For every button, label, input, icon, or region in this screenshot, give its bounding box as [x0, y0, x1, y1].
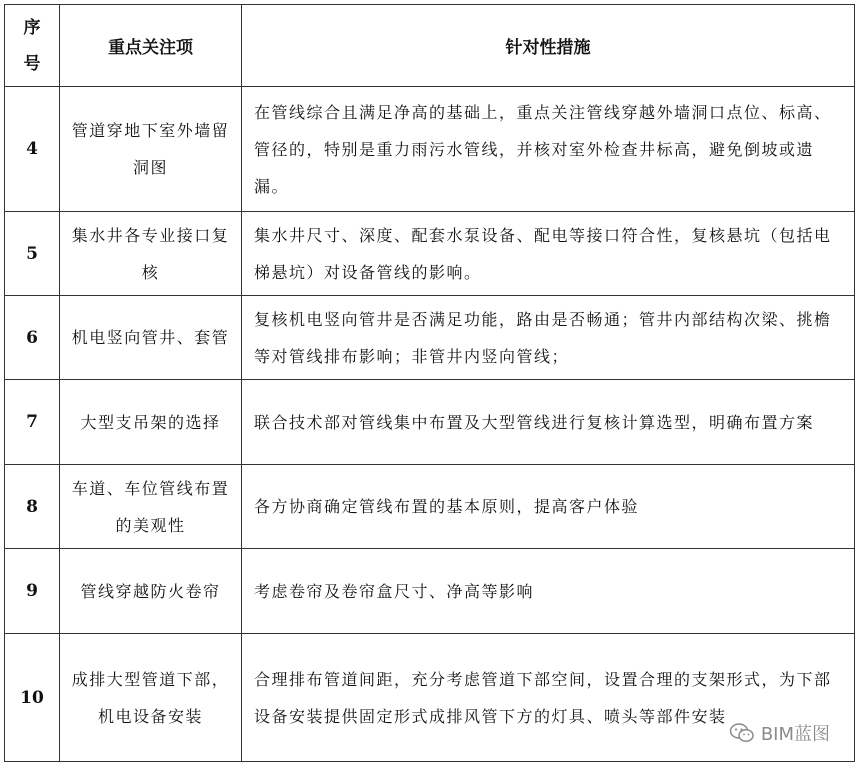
row-measure: 合理排布管道间距，充分考虑管道下部空间，设置合理的支架形式，为下部设备安装提供固定形式成排风管下方的灯具、喷头等部件安装	[242, 634, 855, 762]
row-no: 5	[5, 212, 60, 296]
table-row	[5, 465, 855, 549]
row-focus: 车道、车位管线布置的美观性	[60, 465, 242, 549]
header-row	[5, 5, 855, 87]
measures-table	[4, 4, 855, 762]
header-no-line2: 号	[23, 53, 41, 74]
header-no	[5, 5, 60, 87]
row-no: 6	[5, 296, 60, 380]
row-focus: 大型支吊架的选择	[60, 380, 242, 465]
row-no: 8	[5, 465, 60, 549]
watermark-text: BIM蓝图	[760, 724, 830, 745]
table-row	[5, 212, 855, 296]
row-measure: 考虑卷帘及卷帘盒尺寸、净高等影响	[242, 549, 855, 634]
row-no: 4	[5, 87, 60, 212]
wechat-icon	[729, 722, 755, 744]
row-measure: 集水井尺寸、深度、配套水泵设备、配电等接口符合性，复核悬坑（包括电梯悬坑）对设备管线的影响。	[242, 212, 855, 296]
row-no: 9	[5, 549, 60, 634]
row-no: 10	[5, 634, 60, 762]
row-measure: 各方协商确定管线布置的基本原则，提高客户体验	[242, 465, 855, 549]
row-focus: 管道穿地下室外墙留洞图	[60, 87, 242, 212]
header-focus: 重点关注项	[60, 5, 242, 87]
header-no-line1: 序	[23, 17, 41, 38]
table-row	[5, 87, 855, 212]
row-measure: 联合技术部对管线集中布置及大型管线进行复核计算选型，明确布置方案	[242, 380, 855, 465]
table-row	[5, 549, 855, 634]
row-focus: 成排大型管道下部，机电设备安装	[60, 634, 242, 762]
row-focus: 管线穿越防火卷帘	[60, 549, 242, 634]
row-no: 7	[5, 380, 60, 465]
watermark	[727, 720, 832, 746]
row-focus: 集水井各专业接口复核	[60, 212, 242, 296]
row-measure: 在管线综合且满足净高的基础上，重点关注管线穿越外墙洞口点位、标高、管径的，特别是重力雨污水管线，并核对室外检查井标高，避免倒坡或遗漏。	[242, 87, 855, 212]
row-focus: 机电竖向管井、套管	[60, 296, 242, 380]
table-row	[5, 380, 855, 465]
row-measure: 复核机电竖向管井是否满足功能，路由是否畅通；管井内部结构次梁、挑檐等对管线排布影响；非管井内竖向管线；	[242, 296, 855, 380]
header-measure: 针对性措施	[242, 5, 855, 87]
table-row	[5, 296, 855, 380]
